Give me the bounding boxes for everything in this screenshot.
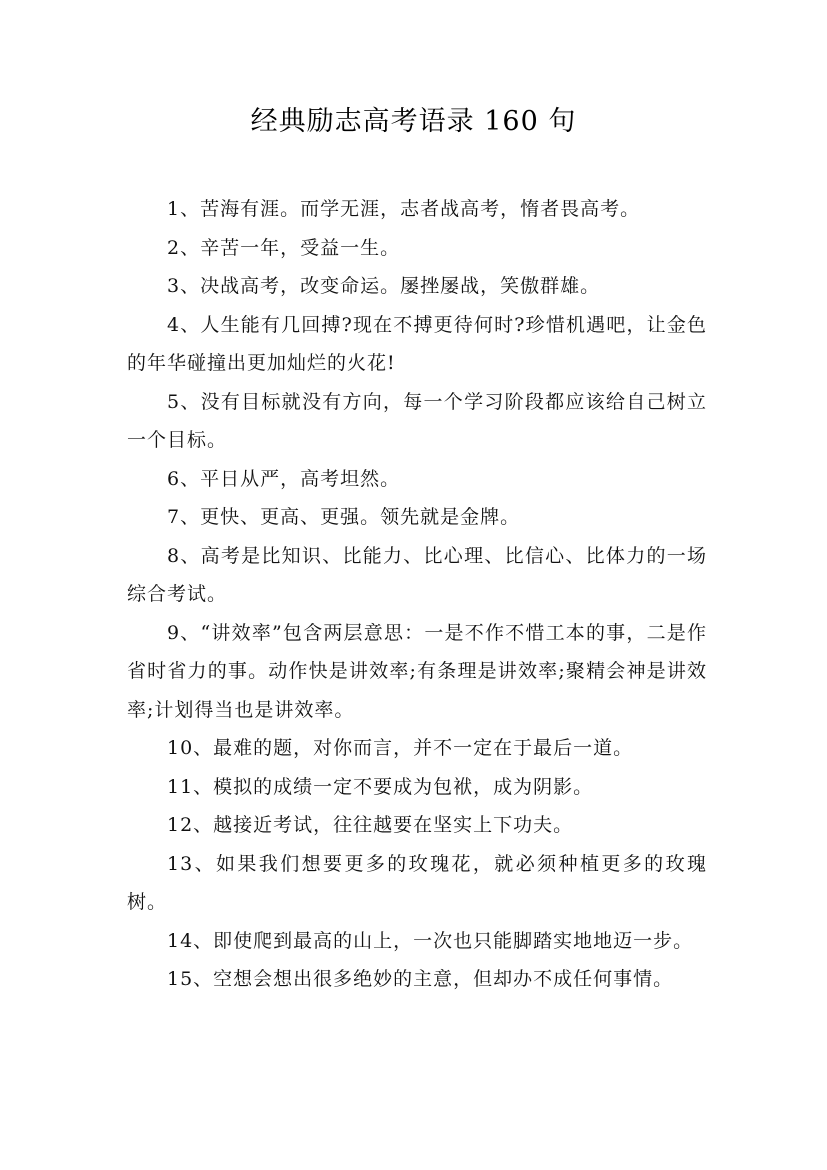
quote-paragraph: 1、苦海有涯。而学无涯，志者战高考，惰者畏高考。: [167, 198, 641, 220]
document-title: 经典励志高考语录 160 句: [250, 106, 577, 137]
quote-paragraph: 2、辛苦一年，受益一生。: [167, 236, 401, 259]
quote-paragraph: 14、即使爬到最高的山上，一次也只能脚踏实地地迈一步。: [167, 929, 694, 952]
quote-paragraph: 11、模拟的成绩一定不要成为包袱，成为阴影。: [167, 775, 594, 798]
quote-paragraph: 10、最难的题，对你而言，并不一定在于最后一道。: [167, 737, 634, 759]
quote-paragraph: 15、空想会想出很多绝妙的主意，但却办不成任何事情。: [167, 968, 674, 990]
quote-paragraph: 9、“讲效率”包含两层意思：一是不作不惜工本的事，二是作省时省力的事。动作快是讲效率;有条理是讲效率;聚精会神是讲效率;计划得当也是讲效率。: [127, 621, 707, 721]
quote-paragraph: 6、平日从严，高考坦然。: [167, 467, 401, 490]
quote-paragraph: 5、没有目标就没有方向，每一个学习阶段都应该给自己树立一个目标。: [127, 390, 707, 451]
quote-paragraph: 12、越接近考试，往往越要在坚实上下功夫。: [167, 814, 574, 836]
quote-paragraph: 8、高考是比知识、比能力、比心理、比信心、比体力的一场综合考试。: [127, 544, 707, 605]
quote-paragraph: 13、如果我们想要更多的玫瑰花，就必须种植更多的玫瑰树。: [127, 852, 707, 913]
quote-paragraph: 7、更快、更高、更强。领先就是金牌。: [167, 506, 521, 528]
quote-paragraph: 3、决战高考，改变命运。屡挫屡战，笑傲群雄。: [167, 275, 601, 297]
document-body: [127, 190, 707, 999]
quote-paragraph: 4、人生能有几回搏?现在不搏更待何时?珍惜机遇吧，让金色的年华碰撞出更加灿烂的火花!: [127, 313, 707, 374]
